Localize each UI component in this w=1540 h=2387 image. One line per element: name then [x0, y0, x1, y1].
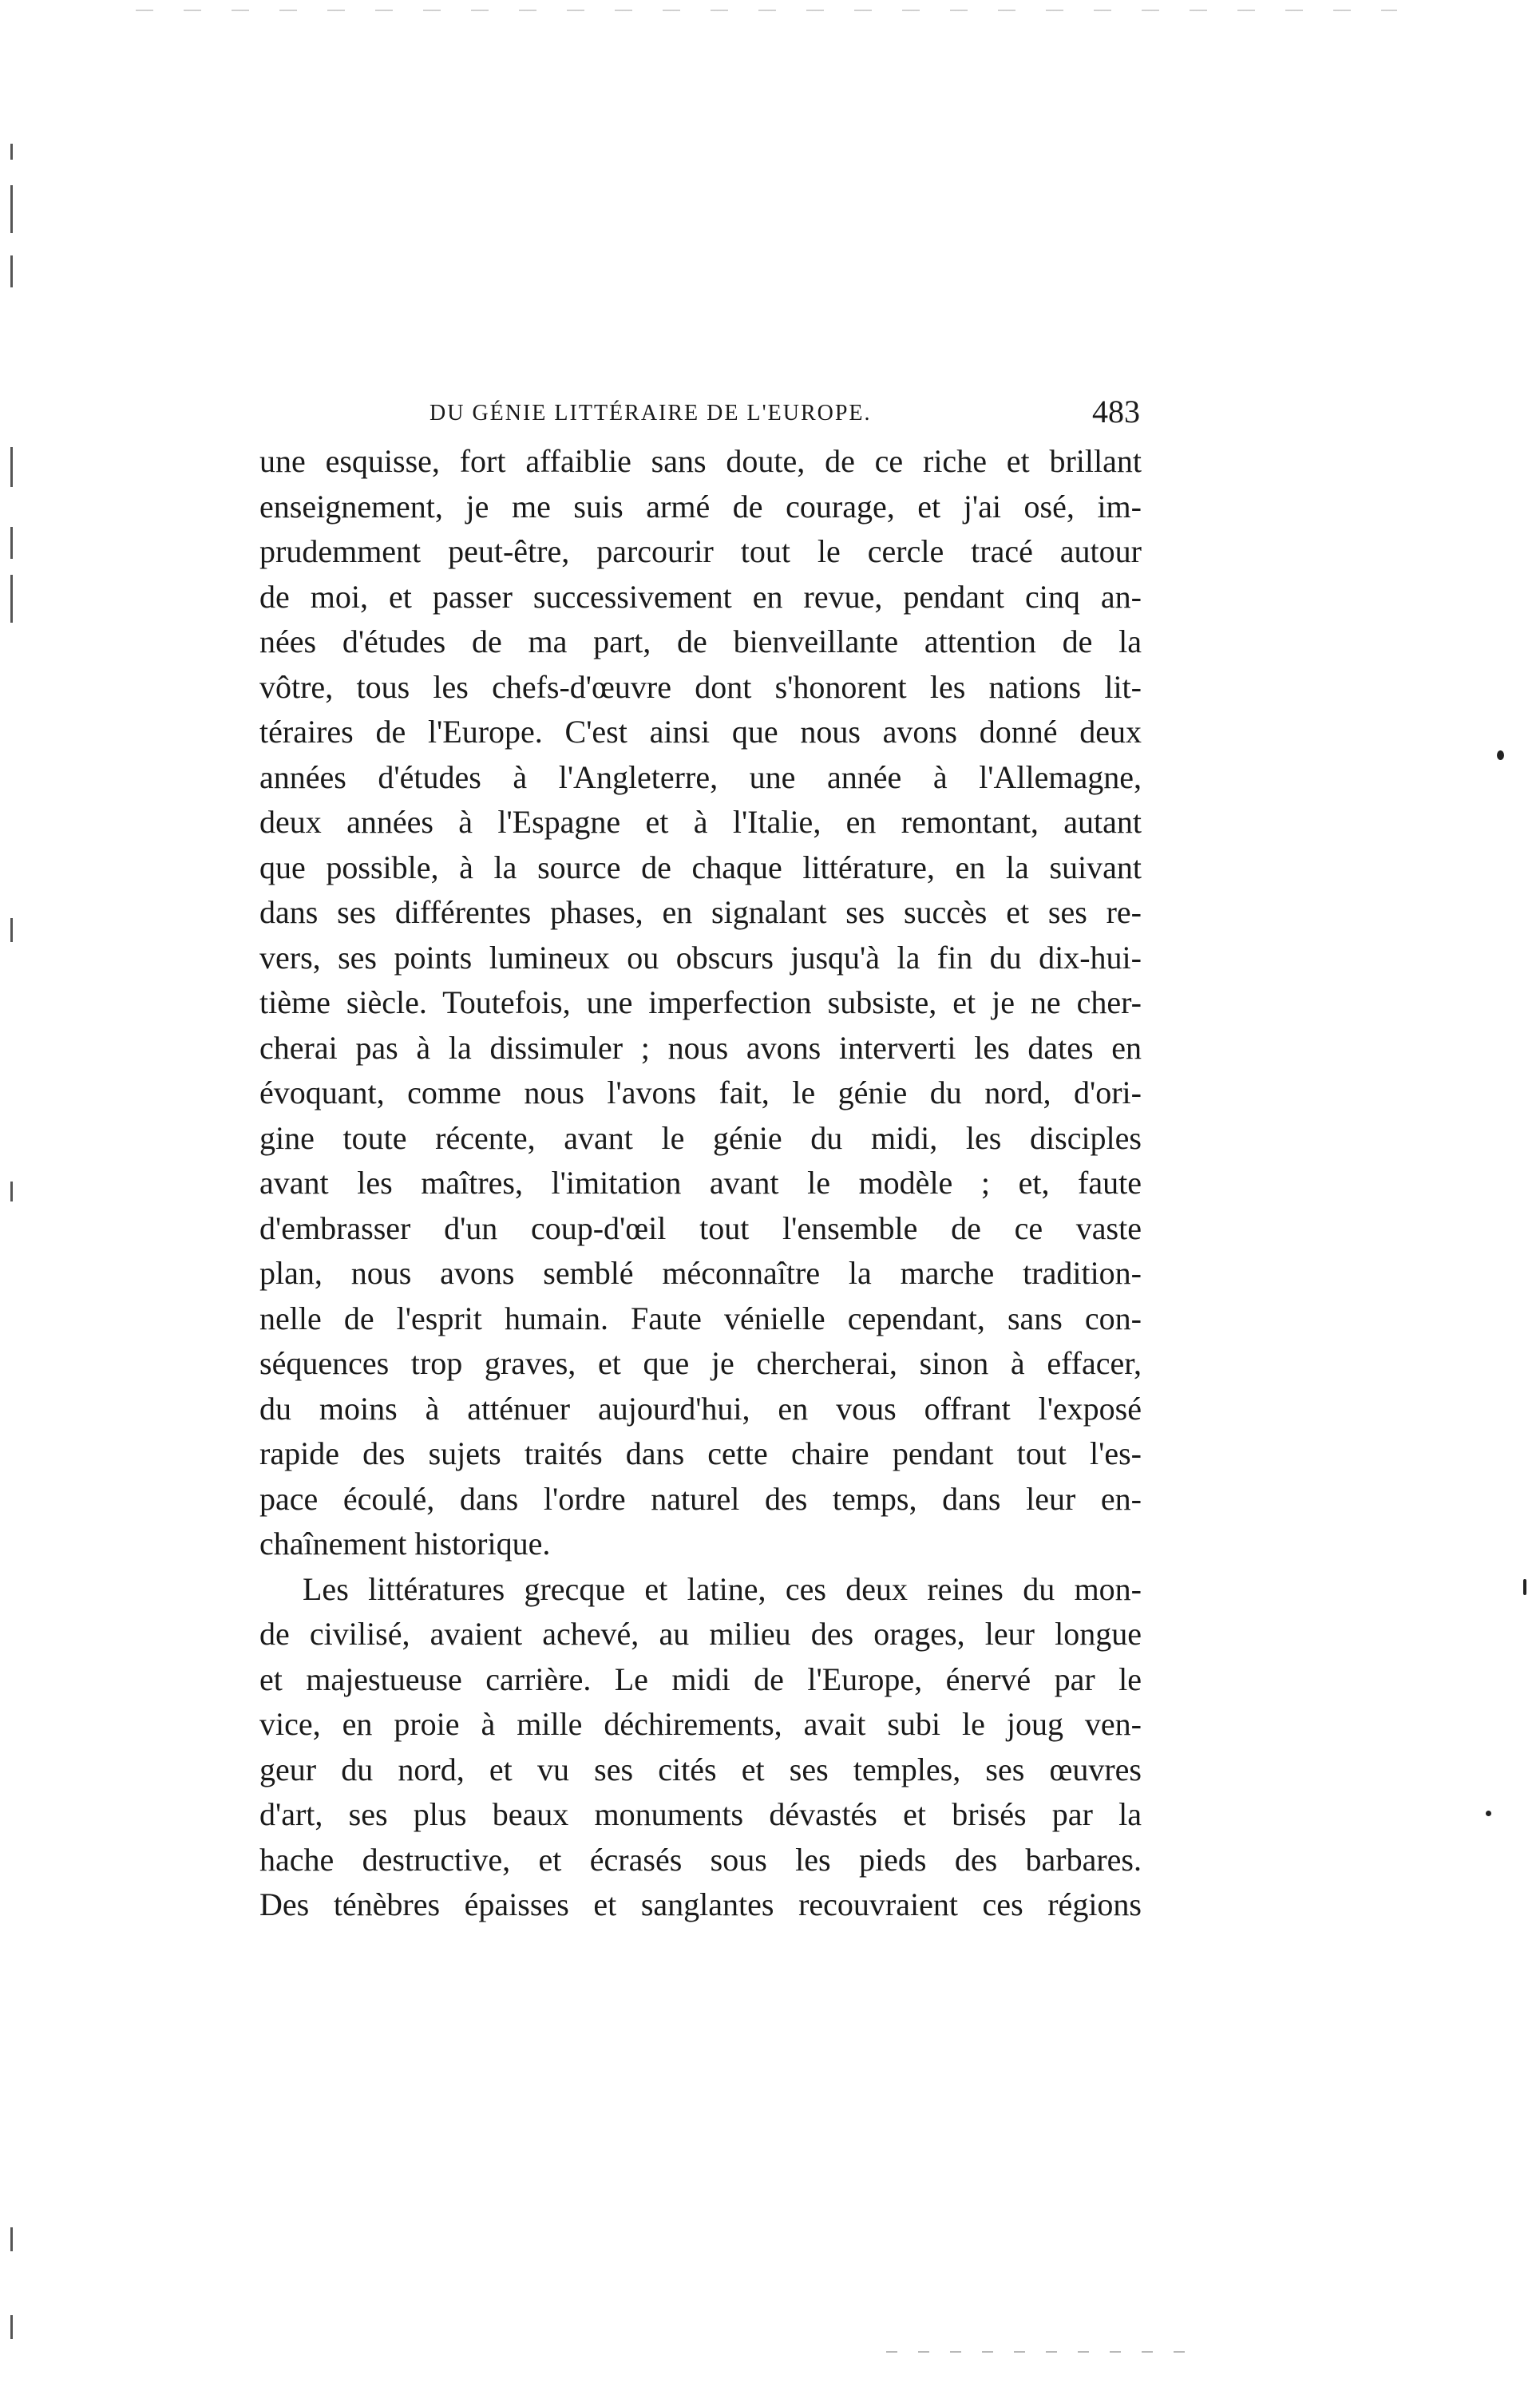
text-line: de moi, et passer successivement en revue, pendant cinq an-: [259, 578, 1142, 615]
text-line: une esquisse, fort affaiblie sans doute, de ce riche et brillant: [259, 443, 1142, 479]
scan-speck: [1523, 1579, 1526, 1595]
text-line: d'art, ses plus beaux monuments dévastés et brisés par la: [259, 1796, 1142, 1832]
scan-edge-mark: [10, 575, 13, 623]
text-line: enseignement, je me suis armé de courage, et j'ai osé, im-: [259, 488, 1142, 525]
text-line: d'embrasser d'un coup-d'œil tout l'ensemble de ce vaste: [259, 1209, 1142, 1246]
scan-edge-mark: [10, 918, 13, 942]
scan-noise-bottom: [886, 2351, 1205, 2353]
scan-edge-mark: [10, 144, 13, 160]
text-line: vôtre, tous les chefs-d'œuvre dont s'honorent les nations lit-: [259, 668, 1142, 705]
scan-edge-mark: [10, 447, 13, 487]
scan-edge-mark: [10, 185, 13, 233]
paragraph: [259, 439, 1142, 1567]
text-line: deux années à l'Espagne et à l'Italie, en remontant, autant: [259, 804, 1142, 840]
text-line: évoquant, comme nous l'avons fait, le génie du nord, d'ori-: [259, 1075, 1142, 1110]
page-header: [430, 390, 1140, 437]
text-line: pace écoulé, dans l'ordre naturel des temps, dans leur en-: [259, 1480, 1142, 1517]
text-line: Les littératures grecque et latine, ces deux reines du mon-: [303, 1570, 1142, 1607]
text-line: vers, ses points lumineux ou obscurs jusqu'à la fin du dix-hui-: [259, 939, 1142, 976]
text-line: plan, nous avons semblé méconnaître la marche tradition-: [259, 1255, 1142, 1291]
text-line: nelle de l'esprit humain. Faute vénielle cependant, sans con-: [259, 1300, 1142, 1336]
scan-edge-mark: [10, 527, 13, 559]
text-line: et majestueuse carrière. Le midi de l'Europe, énervé par le: [259, 1661, 1142, 1697]
scan-edge-mark: [10, 2227, 13, 2251]
text-line: que possible, à la source de chaque littérature, en la suivant: [259, 849, 1142, 885]
text-line: du moins à atténuer aujourd'hui, en vous offrant l'exposé: [259, 1390, 1142, 1427]
text-line: chaînement historique.: [259, 1526, 551, 1562]
page-number: 483: [1092, 394, 1140, 430]
text-line: vice, en proie à mille déchirements, avait subi le joug ven-: [259, 1706, 1142, 1742]
text-line: de civilisé, avaient achevé, au milieu des orages, leur longue: [259, 1616, 1142, 1652]
scan-noise-top: [136, 10, 1397, 11]
scan-edge-mark: [10, 2315, 13, 2339]
text-line: geur du nord, et vu ses cités et ses temples, ses œuvres: [259, 1751, 1142, 1787]
body-text: [259, 439, 1142, 1928]
text-line: rapide des sujets traités dans cette chaire pendant tout l'es-: [259, 1435, 1142, 1471]
paragraph: [259, 1567, 1142, 1928]
scan-edge-mark: [10, 1182, 13, 1201]
text-line: prudemment peut-être, parcourir tout le cercle tracé autour: [259, 533, 1142, 569]
text-line: séquences trop graves, et que je chercherai, sinon à effacer,: [259, 1345, 1142, 1381]
scan-speck: [1497, 750, 1504, 760]
text-line: années d'études à l'Angleterre, une année à l'Allemagne,: [259, 758, 1142, 795]
running-title: DU GÉNIE LITTÉRAIRE DE L'EUROPE.: [430, 401, 872, 426]
text-line: dans ses différentes phases, en signalant ses succès et ses re-: [259, 894, 1142, 930]
text-line: tième siècle. Toutefois, une imperfection subsiste, et je ne cher-: [259, 984, 1142, 1020]
text-line: Des ténèbres épaisses et sanglantes recouvraient ces régions: [259, 1886, 1142, 1922]
text-line: cherai pas à la dissimuler ; nous avons interverti les dates en: [259, 1029, 1142, 1066]
scan-edge-mark: [10, 255, 13, 287]
text-line: avant les maîtres, l'imitation avant le modèle ; et, faute: [259, 1165, 1142, 1201]
text-line: hache destructive, et écrasés sous les pieds des barbares.: [259, 1841, 1142, 1878]
scan-speck: [1486, 1811, 1491, 1816]
text-line: gine toute récente, avant le génie du midi, les disciples: [259, 1119, 1142, 1156]
text-line: téraires de l'Europe. C'est ainsi que nous avons donné deux: [259, 714, 1142, 750]
text-line: nées d'études de ma part, de bienveillante attention de la: [259, 623, 1142, 659]
